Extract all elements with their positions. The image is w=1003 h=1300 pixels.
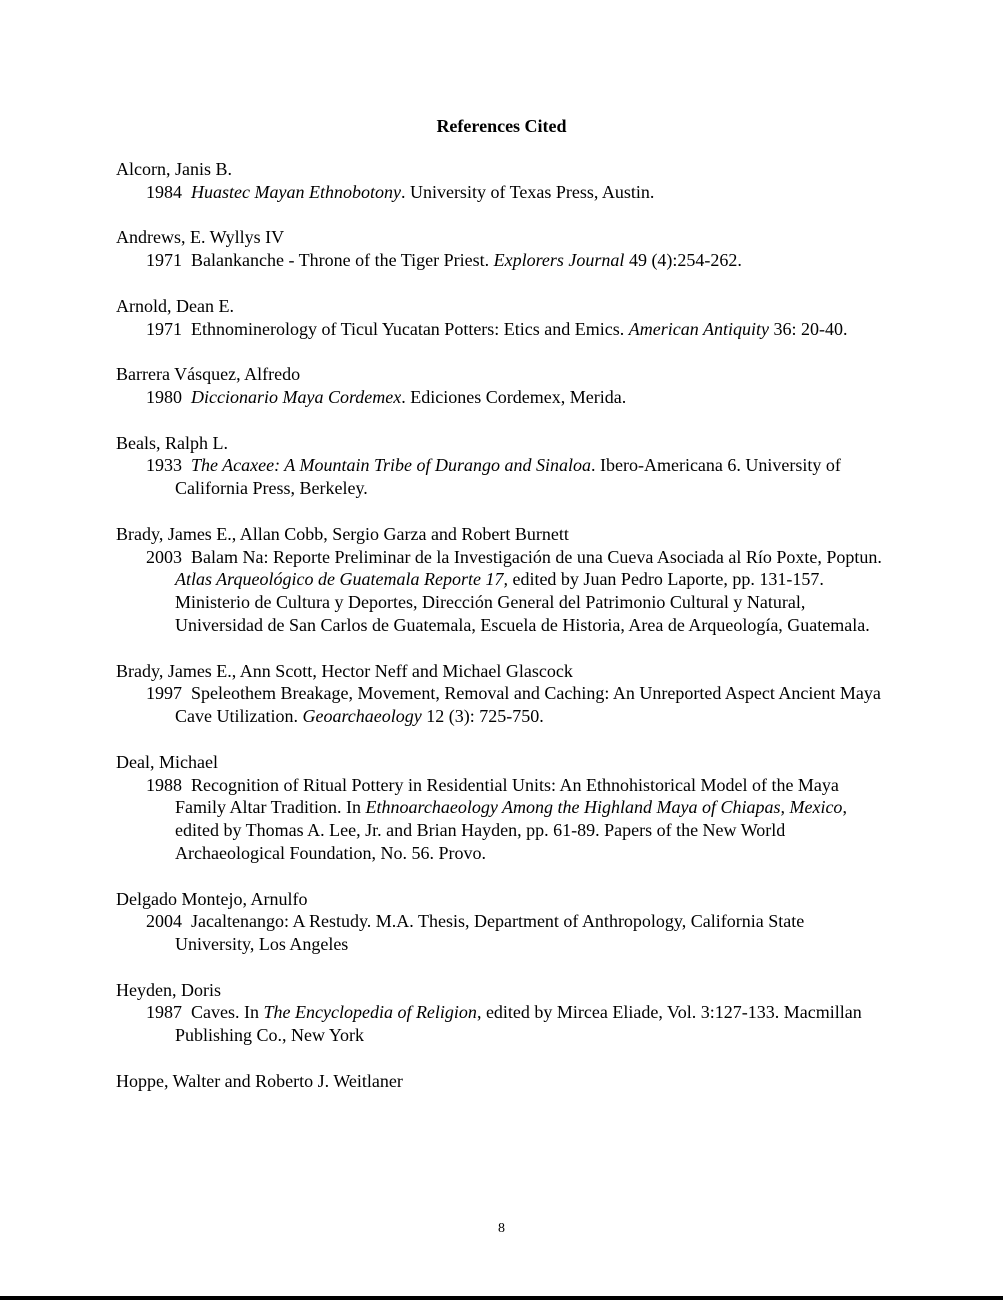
reference-text: . Ibero-Americana 6. University of California Press, Berkeley. (175, 455, 841, 499)
reference-entry (116, 432, 886, 500)
reference-text: , edited by Mircea Eliade, Vol. 3:127-133. Macmillan Publishing Co., New York (175, 1002, 862, 1046)
reference-year: 1980 (146, 386, 182, 407)
reference-title-italic: Ethnoarchaeology Among the Highland Maya of Chiapas, Mexico (365, 797, 843, 818)
reference-author: Brady, James E., Allan Cobb, Sergio Garza and Robert Burnett (116, 523, 569, 544)
reference-author: Barrera Vásquez, Alfredo (116, 364, 301, 385)
reference-entry (116, 363, 886, 409)
page-title: References Cited (436, 116, 567, 136)
reference-text: Ethnominerology of Ticul Yucatan Potters: Etics and Emics. (191, 318, 629, 339)
reference-citation (116, 682, 886, 728)
reference-title-italic: The Acaxee: A Mountain Tribe of Durango and Sinaloa (191, 455, 591, 476)
reference-entry (116, 523, 886, 637)
reference-title-italic: Explorers Journal (493, 250, 625, 271)
reference-text: . Ediciones Cordemex, Merida. (401, 386, 627, 407)
reference-text: Balankanche - Throne of the Tiger Priest. (191, 250, 494, 271)
reference-author: Brady, James E., Ann Scott, Hector Neff and Michael Glascock (116, 660, 573, 681)
reference-year: 1971 (146, 318, 182, 339)
reference-text: , edited by Thomas A. Lee, Jr. and Brian Hayden, pp. 61-89. Papers of the New World Archaeological Foundation, No. 56. Provo. (175, 797, 847, 863)
reference-author: Deal, Michael (116, 751, 218, 772)
reference-text: Recognition of Ritual Pottery in Residential Units: An Ethnohistorical Model of the Maya Family Altar Tradition. In (175, 774, 839, 818)
reference-citation (116, 181, 886, 204)
reference-author: Delgado Montejo, Arnulfo (116, 888, 308, 909)
bottom-border (0, 1296, 1003, 1300)
page-number: 8 (498, 1221, 505, 1236)
reference-year: 1933 (146, 455, 182, 476)
reference-text: . University of Texas Press, Austin. (400, 181, 655, 202)
reference-entry (116, 751, 886, 865)
reference-citation (116, 546, 886, 637)
reference-list (116, 158, 886, 1115)
reference-year: 1984 (146, 181, 182, 202)
reference-year: 1971 (146, 250, 182, 271)
reference-citation (116, 774, 886, 865)
reference-title-italic: Atlas Arqueológico de Guatemala Reporte 17, (175, 569, 508, 590)
reference-year: 2004 (146, 911, 182, 932)
reference-year: 1988 (146, 774, 182, 795)
reference-title-italic: Huastec Mayan Ethnobotony (191, 181, 401, 202)
reference-title-italic: Geoarchaeology (302, 706, 422, 727)
reference-text: 36: 20-40. (768, 318, 848, 339)
reference-citation (116, 454, 886, 500)
reference-citation (116, 318, 886, 341)
reference-title-italic: The Encyclopedia of Religion (263, 1002, 477, 1023)
reference-text: Caves. In (191, 1002, 264, 1023)
reference-citation (116, 386, 886, 409)
reference-year: 2003 (146, 546, 182, 567)
reference-text: Balam Na: Reporte Preliminar de la Investigación de una Cueva Asociada al Río Poxte, Poptun. (191, 546, 882, 567)
reference-year: 1997 (146, 683, 182, 704)
reference-entry (116, 660, 886, 728)
reference-author: Heyden, Doris (116, 979, 221, 1000)
reference-author: Alcorn, Janis B. (116, 159, 232, 179)
reference-text: Jacaltenango: A Restudy. M.A. Thesis, Department of Anthropology, California State University, Los Angeles (175, 911, 805, 955)
reference-year: 1987 (146, 1002, 182, 1023)
reference-text: Speleothem Breakage, Movement, Removal and Caching: An Unreported Aspect Ancient Maya Cave Utilization. (175, 683, 881, 727)
reference-citation (116, 1001, 886, 1047)
reference-author: Beals, Ralph L. (116, 432, 228, 453)
reference-entry (116, 158, 886, 204)
reference-citation (116, 249, 886, 272)
reference-author: Andrews, E. Wyllys IV (116, 227, 285, 248)
reference-author: Hoppe, Walter and Roberto J. Weitlaner (116, 1070, 403, 1091)
reference-entry (116, 979, 886, 1047)
reference-text: edited by Juan Pedro Laporte, pp. 131-157. Ministerio de Cultura y Deportes, Dirección General del Patrimonio Cultural y Natural, Universidad de San Carlos de Guatemala, Escuela de Historia, Area de Arqueología, Guatemala. (175, 569, 870, 635)
reference-citation (116, 910, 886, 956)
reference-entry (116, 1070, 886, 1093)
reference-entry (116, 888, 886, 956)
reference-title-italic: American Antiquity (628, 318, 769, 339)
reference-title-italic: Diccionario Maya Cordemex (191, 386, 402, 407)
reference-text: 12 (3): 725-750. (421, 706, 544, 727)
reference-entry (116, 226, 886, 272)
reference-entry (116, 295, 886, 341)
reference-author: Arnold, Dean E. (116, 295, 234, 316)
reference-text: 49 (4):254-262. (624, 250, 742, 271)
